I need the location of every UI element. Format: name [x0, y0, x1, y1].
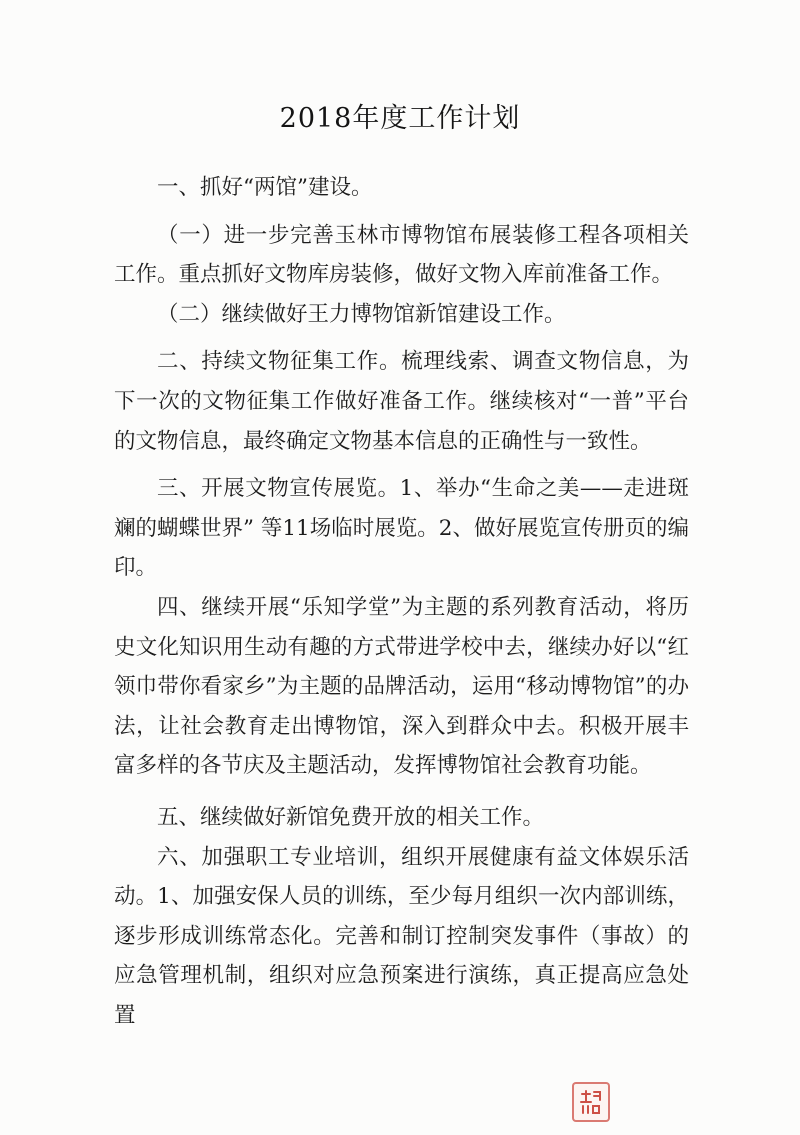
paragraph-7: 五、继续做好新馆免费开放的相关工作。 [157, 804, 545, 830]
seal-logo-icon [572, 1082, 610, 1122]
paragraph-5: 三、开展文物宣传展览。1、举办“生命之美——走进斑斓的蝴蝶世界” 等11场临时展览。2、做好展览宣传册页的编印。 [114, 476, 689, 581]
document-title: 2018年度工作计划 [279, 103, 521, 134]
paragraph-6: 四、继续开展“乐知学堂”为主题的系列教育活动，将历史文化知识用生动有趣的方式带进学校中去，继续办好以“红领巾带你看家乡”为主题的品牌活动，运用“移动博物馆”的办法，让社会教育走出博物馆，深入到群众中去。积极开展丰富多样的各节庆及主题活动，发挥博物馆社会教育功能。 [114, 594, 689, 779]
watermark [572, 1080, 792, 1124]
paragraph-1: 一、抓好“两馆”建设。 [157, 175, 373, 200]
paragraph-2: （一）进一步完善玉林市博物馆布展装修工程各项相关工作。重点抓好文物库房装修，做好文物入库前准备工作。 [114, 222, 689, 288]
document-body [114, 168, 689, 1035]
paragraph-4: 二、持续文物征集工作。梳理线索、调查文物信息，为下一次的文物征集工作做好准备工作。继续核对“一普”平台的文物信息，最终确定文物基本信息的正确性与一致性。 [114, 349, 689, 454]
paragraph-3: （二）继续做好王力博物馆新馆建设工作。 [157, 301, 566, 327]
paragraph-8: 六、加强职工专业培训，组织开展健康有益文体娱乐活动。1、加强安保人员的训练，至少每月组织一次内部训练，逐步形成训练常态化。完善和制订控制突发事件（事故）的应急管理机制，组织对应急预案进行演练，真正提高应急处置 [114, 844, 689, 1028]
